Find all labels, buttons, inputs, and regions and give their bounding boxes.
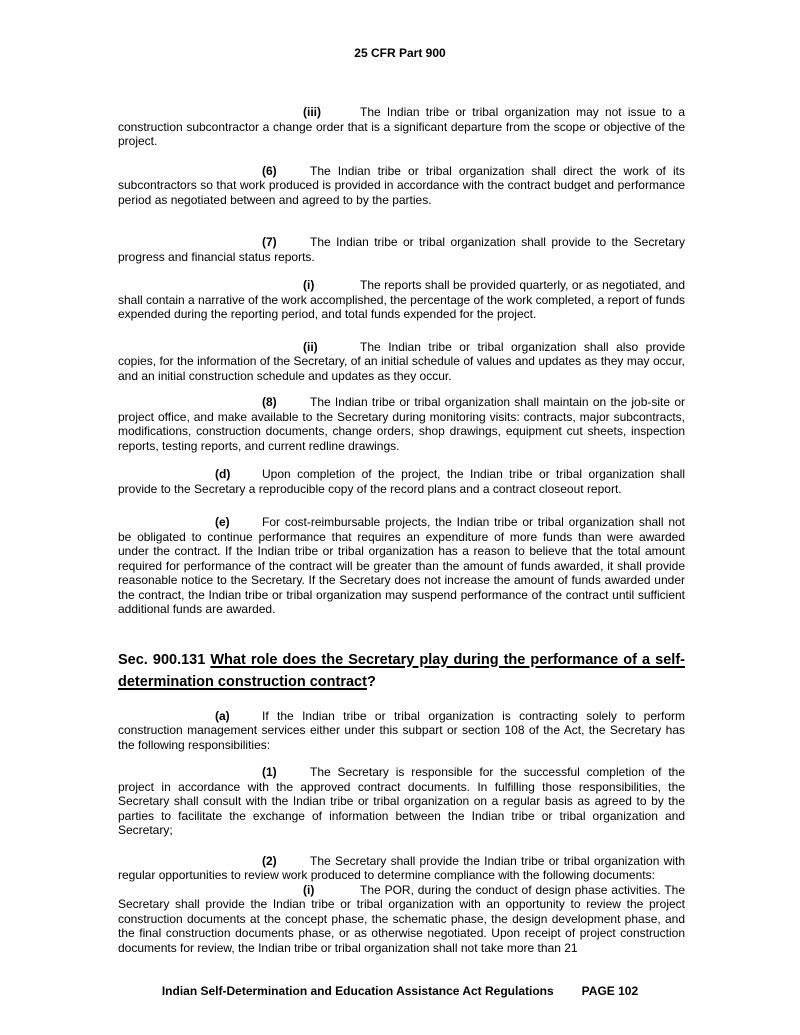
paragraph-label: (2) [262, 853, 277, 868]
paragraph-label: (d) [215, 467, 231, 481]
paragraph-7 [118, 235, 685, 264]
paragraph-iii [118, 105, 685, 149]
section-number: Sec. 900.131 [118, 651, 211, 668]
paragraph-label: (ii) [303, 339, 318, 354]
paragraph-text: The Indian tribe or tribal organization may not issue to a construction subcontractor a change order that is a significant departure from the scope or objective of the project. [118, 105, 685, 148]
paragraph-label: (e) [215, 515, 230, 529]
footer-title: Indian Self-Determination and Education Assistance Act Regulations [161, 984, 554, 998]
paragraph-label: (a) [215, 708, 230, 723]
footer-page-number: PAGE 102 [581, 984, 639, 998]
paragraph-text: For cost-reimbursable projects, the Indian tribe or tribal organization shall not be obligated to continue performance that requires an expenditure of more funds than were awarded under the contract. If the Indian tribe or tribal organization has a reason to believe that the total amount required for performance of the contract will be greater than the amount of funds awarded, it shall provide reasonable notice to the Secretary. If the Secretary does not increase the amount of funds awarded under the contract, the Indian tribe or tribal organization may suspend performance of the contract until sufficient additional funds are awarded. [118, 515, 685, 616]
paragraph-label: (6) [262, 163, 277, 178]
paragraph-label: (iii) [303, 105, 321, 119]
paragraph-text: If the Indian tribe or tribal organization is contracting solely to perform construction management services either under this subpart or section 108 of the Act, the Secretary has the following responsibilities: [118, 708, 685, 752]
paragraph-label: (1) [262, 765, 277, 779]
paragraph-8 [118, 395, 685, 453]
paragraph-i-reports [118, 278, 685, 322]
paragraph-text: The POR, during the conduct of design phase activities. The Secretary shall provide the Indian tribe or tribal organization with an opportunity to review the project construction documents at the concept phase, the schematic phase, the design development phase, and the final construction documents phase, or as otherwise negotiated. Upon receipt of project construction documents for review, the Indian tribe or tribal organization shall not take more than 21 [118, 882, 685, 955]
section-heading-question: What role does the Secretary play during the performance of a self-determination construction contract [118, 651, 685, 690]
paragraph-text: The Indian tribe or tribal organization shall provide to the Secretary progress and financial status reports. [118, 235, 685, 264]
paragraph-6 [118, 164, 685, 208]
paragraph-text: The Indian tribe or tribal organization shall direct the work of its subcontractors so that work produced is provided in accordance with the contract budget and performance period as negotiated between and agreed to by the parties. [118, 163, 685, 207]
paragraph-text: The reports shall be provided quarterly, or as negotiated, and shall contain a narrative of the work accomplished, the percentage of the work completed, a report of funds expended during the reporting period, and total funds expended for the project. [118, 278, 685, 321]
paragraph-text: The Indian tribe or tribal organization shall also provide copies, for the information of the Secretary, of an initial schedule of values and updates as they may occur, and an initial construction schedule and updates as they occur. [118, 339, 685, 383]
paragraph-label: (8) [262, 395, 277, 409]
paragraph-ii-copies [118, 340, 685, 384]
page-footer [0, 984, 800, 998]
paragraph-text: The Secretary is responsible for the successful completion of the project in accordance with the approved contract documents. In fulfilling those responsibilities, the Secretary shall consult with the Indian tribe or tribal organization on a regular basis as agreed to by the parties to facilitate the exchange of information between the Indian tribe or tribal organization and Secretary; [118, 765, 685, 837]
page-header-title: 25 CFR Part 900 [354, 46, 446, 60]
paragraph-text: The Indian tribe or tribal organization shall maintain on the job-site or project office, and make available to the Secretary during monitoring visits: contracts, major subcontracts, modifications, construction documents, change orders, shop drawings, equipment cut sheets, inspection reports, testing reports, and current redline drawings. [118, 395, 685, 453]
paragraph-a [118, 709, 685, 753]
section-heading-question-mark: ? [366, 673, 376, 690]
document-body [118, 105, 685, 955]
paragraph-i-por [118, 883, 685, 956]
paragraph-label: (i) [303, 882, 315, 897]
paragraph-2 [118, 854, 685, 883]
paragraph-text: The Secretary shall provide the Indian tribe or tribal organization with regular opportunities to review work produced to determine compliance with the following documents: [118, 853, 685, 882]
paragraph-1 [118, 765, 685, 838]
paragraph-text: Upon completion of the project, the Indian tribe or tribal organization shall provide to the Secretary a reproducible copy of the record plans and a contract closeout report. [118, 467, 685, 496]
paragraph-d [118, 467, 685, 496]
paragraph-label: (7) [262, 235, 277, 249]
section-heading [118, 649, 685, 693]
paragraph-label: (i) [303, 278, 315, 292]
paragraph-e [118, 515, 685, 617]
